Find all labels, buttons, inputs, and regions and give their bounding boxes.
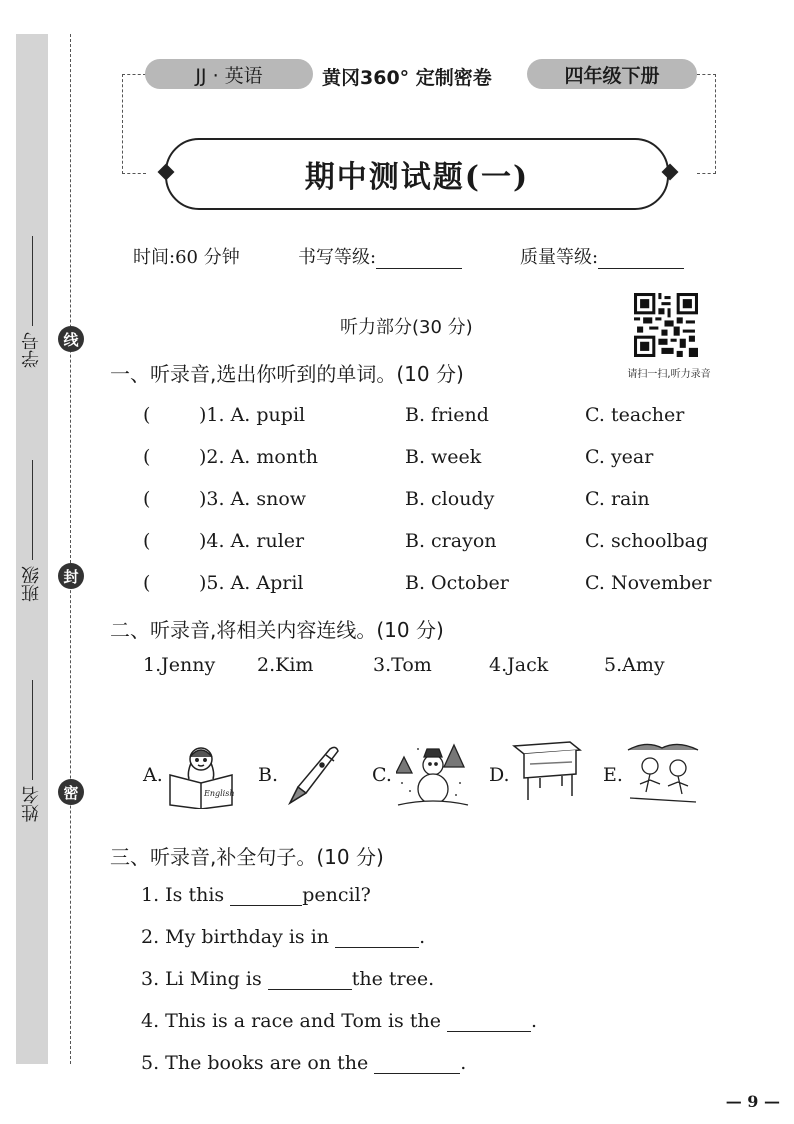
s1-row3-a: )3. A. snow	[199, 488, 307, 510]
s3-s4-post: .	[531, 1010, 538, 1032]
name-tom[interactable]: 3.Tom	[373, 654, 432, 676]
s3-s3-blank[interactable]	[268, 969, 352, 990]
name-amy[interactable]: 5.Amy	[604, 654, 665, 676]
cut-line	[70, 34, 71, 1064]
s3-sentence2	[141, 926, 425, 948]
student-id-label: 学号	[21, 332, 42, 368]
s1-row1-b: B. friend	[405, 404, 489, 426]
series-title: 黄冈360° 定制密卷	[322, 67, 492, 89]
header-frame-left	[122, 74, 146, 174]
s1-row5-paren[interactable]: (	[143, 572, 151, 594]
listening-part-title: 听力部分(30 分)	[340, 317, 473, 338]
s1-row4-b: B. crayon	[405, 530, 497, 552]
name-line	[32, 680, 33, 780]
title-box	[165, 138, 669, 210]
s3-sentence1	[141, 884, 371, 906]
pic-b-label: B.	[258, 764, 279, 786]
s1-row4-paren[interactable]: (	[143, 530, 151, 552]
s3-s1-pre: 1. Is this	[141, 884, 231, 906]
s1-row3-c: C. rain	[585, 488, 650, 510]
snowman-icon[interactable]	[396, 743, 470, 809]
quality-grade-label: 质量等级:	[520, 247, 599, 268]
quality-grade-blank[interactable]	[598, 248, 684, 269]
quality-grade	[520, 243, 684, 269]
s1-row5-c: C. November	[585, 572, 712, 594]
pic-a-label: A.	[143, 764, 163, 786]
pic-e-label: E.	[603, 764, 623, 786]
seal-mi: 密	[58, 779, 84, 805]
pic-d-label: D.	[489, 764, 510, 786]
s3-s3-pre: 3. Li Ming is	[141, 968, 268, 990]
s3-s5-blank[interactable]	[374, 1053, 460, 1074]
girl-reading-book-icon[interactable]	[164, 743, 238, 809]
s1-row3-b: B. cloudy	[405, 488, 495, 510]
s3-s1-post: pencil?	[302, 884, 371, 906]
s3-s5-post: .	[460, 1052, 467, 1074]
s1-row1-paren[interactable]: (	[143, 404, 151, 426]
s1-row2-b: B. week	[405, 446, 482, 468]
s3-s2-pre: 2. My birthday is in	[141, 926, 336, 948]
s1-row5-b: B. October	[405, 572, 509, 594]
s3-sentence4	[141, 1010, 537, 1032]
s3-sentence3	[141, 968, 434, 990]
s1-row2-c: C. year	[585, 446, 654, 468]
qr-code-icon[interactable]	[634, 293, 698, 357]
s3-s2-post: .	[419, 926, 426, 948]
time-label: 时间:60 分钟	[133, 247, 240, 268]
s1-row1-c: C. teacher	[585, 404, 685, 426]
book-english-text: English	[204, 789, 235, 798]
header-frame-right	[697, 74, 716, 174]
qr-caption: 请扫一扫,听力录音	[627, 369, 711, 380]
subject-pill: JJ · 英语	[145, 59, 313, 89]
section2-heading: 二、听录音,将相关内容连线。(10 分)	[110, 618, 444, 642]
s3-s1-blank[interactable]	[230, 885, 302, 906]
children-playing-icon[interactable]	[626, 740, 700, 806]
s3-s5-pre: 5. The books are on the	[141, 1052, 375, 1074]
section1-heading: 一、听录音,选出你听到的单词。(10 分)	[110, 362, 464, 386]
s1-row4-c: C. schoolbag	[585, 530, 709, 552]
pencil-icon[interactable]	[278, 743, 352, 809]
s3-s2-blank[interactable]	[335, 927, 419, 948]
s1-row2-a: )2. A. month	[199, 446, 318, 468]
pic-c-label: C.	[372, 764, 392, 786]
s3-s4-pre: 4. This is a race and Tom is the	[141, 1010, 447, 1032]
class-label: 班级	[21, 566, 42, 602]
s1-row3-paren[interactable]: (	[143, 488, 151, 510]
s3-s3-post: the tree.	[351, 968, 435, 990]
section3-heading: 三、听录音,补全句子。(10 分)	[110, 845, 384, 869]
seal-feng: 封	[58, 563, 84, 589]
desk-icon[interactable]	[510, 738, 584, 804]
student-id-line	[32, 236, 33, 326]
name-jack[interactable]: 4.Jack	[489, 654, 549, 676]
s3-s4-blank[interactable]	[447, 1011, 531, 1032]
name-field[interactable]	[14, 680, 50, 822]
student-id-field[interactable]	[14, 236, 50, 368]
s1-row5-a: )5. A. April	[199, 572, 304, 594]
grade-pill: 四年级下册	[527, 59, 697, 89]
name-kim[interactable]: 2.Kim	[257, 654, 314, 676]
s1-row1-a: )1. A. pupil	[199, 404, 306, 426]
s1-row2-paren[interactable]: (	[143, 446, 151, 468]
name-jenny[interactable]: 1.Jenny	[143, 654, 216, 676]
class-field[interactable]	[14, 460, 50, 602]
seal-xian: 线	[58, 326, 84, 352]
s3-sentence5	[141, 1052, 466, 1074]
name-label: 姓名	[21, 786, 42, 822]
s1-row4-a: )4. A. ruler	[199, 530, 305, 552]
page-title: 期中测试题(一)	[304, 160, 530, 195]
writing-grade	[298, 243, 462, 269]
page-number: — 9 —	[725, 1092, 780, 1111]
class-line	[32, 460, 33, 560]
writing-grade-blank[interactable]	[376, 248, 462, 269]
writing-grade-label: 书写等级:	[298, 247, 377, 268]
